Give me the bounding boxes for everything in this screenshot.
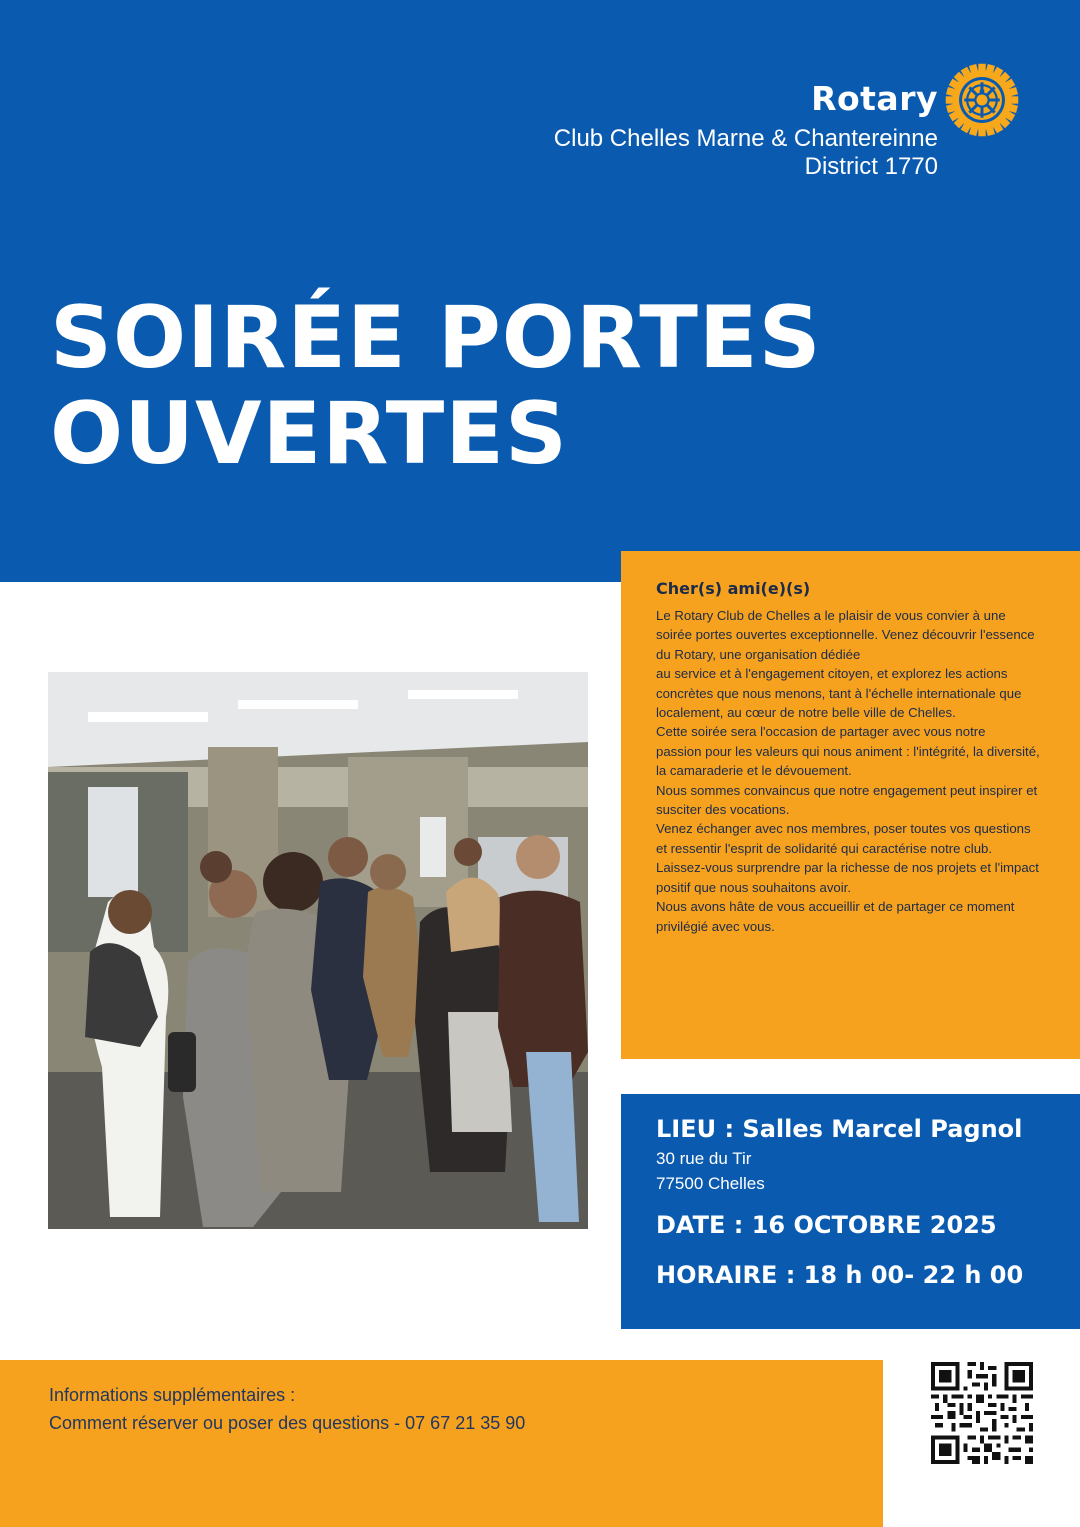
qr-code-icon[interactable] — [931, 1362, 1033, 1464]
invitation-letter — [621, 551, 1080, 1059]
letter-paragraph: Le Rotary Club de Chelles a le plaisir de vous convier à une soirée portes ouvertes exceptionnelle. Venez découvrir l'essence du Rotary, une organisation dédiée — [656, 608, 1035, 662]
letter-paragraph: Venez échanger avec nos membres, poser toutes vos questions et ressentir l'esprit de solidarité qui caractérise notre club. Laissez-vous surprendre par la richesse de nos projets et l'impact positif que nous souhaitons avoir. — [656, 821, 1039, 895]
event-venue: LIEU : Salles Marcel Pagnol — [656, 1115, 1023, 1143]
letter-greeting: Cher(s) ami(e)(s) — [656, 579, 811, 598]
brand-name: Rotary — [811, 79, 938, 118]
event-title — [50, 290, 822, 482]
title-line-1: SOIRÉE PORTES — [50, 288, 822, 388]
address-city: 77500 Chelles — [656, 1174, 765, 1193]
rotary-wheel-icon — [945, 63, 1019, 137]
address-street: 30 rue du Tir — [656, 1149, 752, 1168]
event-hours: HORAIRE : 18 h 00- 22 h 00 — [656, 1261, 1024, 1289]
event-date: DATE : 16 OCTOBRE 2025 — [656, 1211, 997, 1239]
footer-info-title: Informations supplémentaires : — [49, 1385, 296, 1405]
letter-paragraph: au service et à l'engagement citoyen, et explorez les actions concrètes que nous menons, tant à l'échelle internationale que localement, au cœur de notre belle ville de Chelles. — [656, 666, 1022, 721]
letter-paragraph: Nous avons hâte de vous accueillir et de partager ce moment privilégié avec vous. — [656, 899, 1015, 934]
event-details — [621, 1094, 1080, 1329]
footer-contact: Comment réserver ou poser des questions - 07 67 21 35 90 — [49, 1413, 526, 1433]
letter-paragraph: Cette soirée sera l'occasion de partager avec vous notre — [656, 724, 986, 740]
club-name: Club Chelles Marne & Chantereinne — [553, 125, 938, 152]
event-photo — [48, 672, 588, 1229]
letter-paragraph: Nous sommes convaincus que notre engagement peut inspirer et susciter des vocations. — [656, 782, 1038, 818]
brand-block — [554, 80, 938, 181]
district-name: District 1770 — [804, 153, 938, 180]
letter-paragraph: passion pour les valeurs qui nous animent : l'intégrité, la diversité, la camaraderie et le dévouement. — [656, 743, 1040, 779]
title-line-2: OUVERTES — [50, 384, 568, 484]
footer-info — [0, 1360, 883, 1527]
